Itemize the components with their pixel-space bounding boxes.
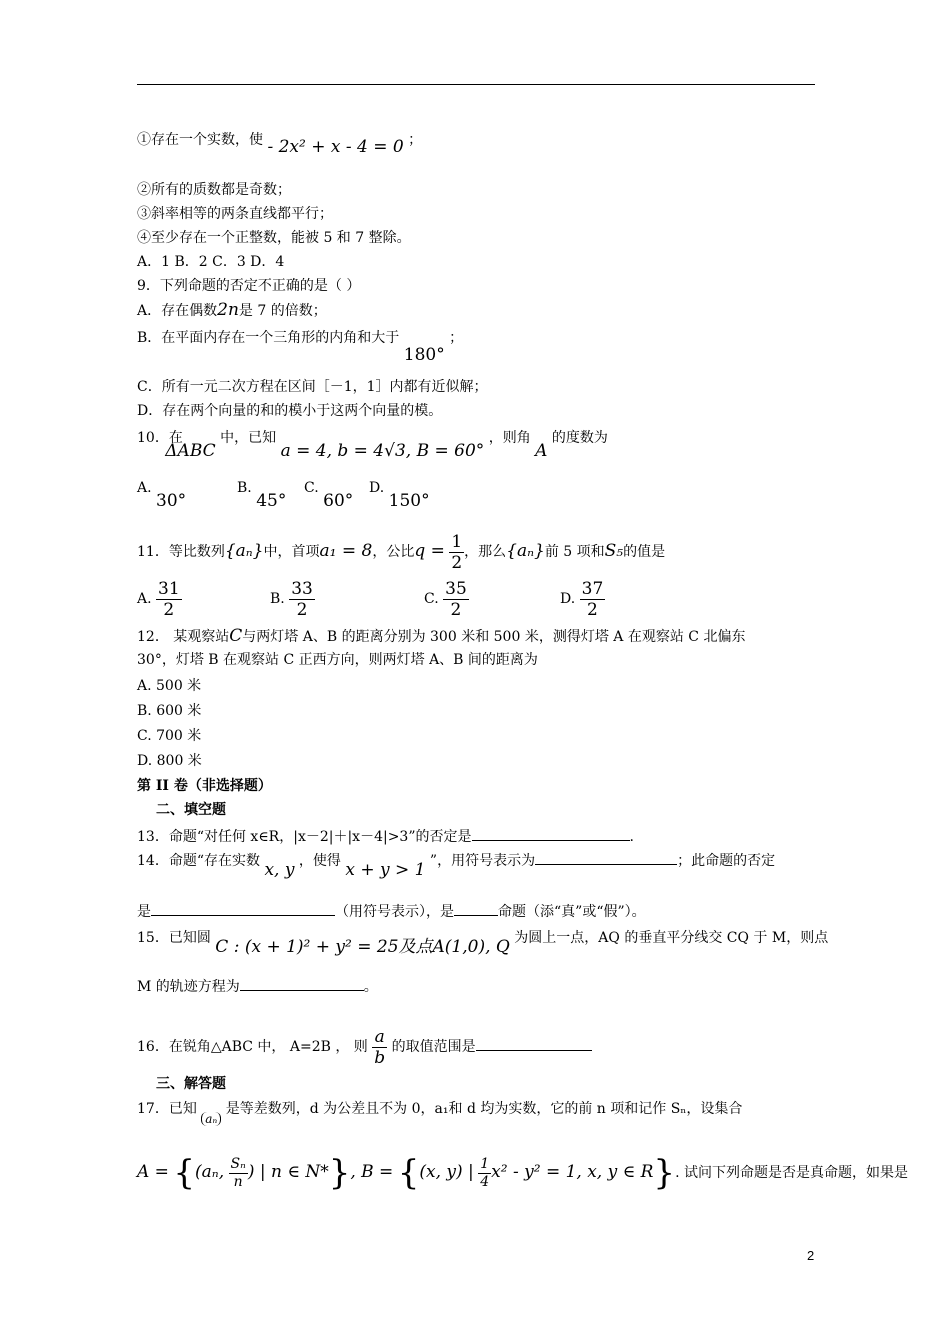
q11-stem: 11．等比数列{aₙ}中，首项a₁ = 8，公比q = $\frac{1}{2}$ ，那么{aₙ}前 5 项和S₅的值是	[137, 531, 666, 573]
q13: 13．命题“对任何 x∈R，|x－2|＋|x－4|>3”的否定是 .	[137, 826, 634, 846]
q17-sets: A = {(aₙ, $\frac{\text{Sₙ}}{n}$ ) | n ∈ N*}, B = {(x, y) | $\frac{1}{4}$ x² - y² = 1, x, y ∈ R}. 试问下列命题是否是真命题，如果是	[137, 1153, 908, 1193]
q14-line1: 14．命题“存在实数 x, y ，使得 x + y > 1 ”，用符号表示为 ；此命题的否定	[137, 850, 775, 870]
q14-line2: 是 （用符号表示），是 命题（添“真”或“假”）。	[137, 901, 646, 921]
q11-ratio-fraction: $\frac{1}{2}$	[451, 531, 463, 573]
q11-option-d: D. $\frac{37}{2}$	[560, 578, 604, 620]
item-1: ①存在一个实数，使 - 2x² + x - 4 = 0 ；	[137, 132, 423, 157]
q13-answer-blank[interactable]	[472, 826, 630, 841]
q10-stem: 10．在 ΔABC 中，已知 a = 4, b = 4√3, B = 60° ，则角 A 的度数为	[137, 430, 608, 461]
q10-option-d: D. 150°	[369, 480, 430, 511]
q12-option-a: A. 500 米	[137, 678, 202, 694]
section-2-subtitle: 二、填空题	[156, 802, 226, 818]
q14-truth-blank[interactable]	[454, 901, 498, 916]
q17-line1: 17．已知 aₙ 是等差数列，d 为公差且不为 0，a₁和 d 均为实数，它的前 n 项和记作 Sₙ，设集合	[137, 1101, 743, 1126]
q11-option-a: A. $\frac{31}{2}$	[137, 578, 180, 620]
q14-symbol-blank[interactable]	[535, 850, 677, 865]
q15-answer-blank[interactable]	[240, 976, 364, 991]
q11-option-c: C. $\frac{35}{2}$	[424, 578, 467, 620]
q12-stem-line2: 30°，灯塔 B 在观察站 C 正西方向，则两灯塔 A、B 间的距离为	[137, 652, 538, 668]
section-3-title: 三、解答题	[156, 1076, 226, 1092]
page-number: 2	[807, 1248, 815, 1263]
q9-option-c: C．所有一元二次方程在区间［－1，1］内都有近似解；	[137, 379, 488, 395]
q10-option-b: B. 45°	[237, 480, 287, 511]
q9-option-a: A．存在偶数2n是 7 的倍数；	[137, 300, 327, 320]
item-2: ②所有的质数都是奇数；	[137, 182, 291, 198]
q9-option-d: D．存在两个向量的和的模小于这两个向量的模。	[137, 403, 443, 419]
q12-option-d: D. 800 米	[137, 753, 202, 769]
q14-negation-blank[interactable]	[151, 901, 335, 916]
item-3: ③斜率相等的两条直线都平行；	[137, 206, 333, 222]
q10-option-c: C. 60°	[304, 480, 354, 511]
q12-option-b: B. 600 米	[137, 703, 202, 719]
item-4: ④至少存在一个正整数，能被 5 和 7 整除。	[137, 230, 411, 246]
q9-stem: 9．下列命题的否定不正确的是（ ）	[137, 278, 361, 294]
q15-line2: M 的轨迹方程为 。	[137, 976, 378, 996]
header-rule	[137, 84, 815, 85]
q12-stem-line1: 12． 某观察站C与两灯塔 A、B 的距离分别为 300 米和 500 米，测得灯塔 A 在观察站 C 北偏东	[137, 626, 746, 646]
q9-option-b: B．在平面内存在一个三角形的内角和大于 180° ；	[137, 330, 464, 365]
prev-options: A．1 B．2 C．3 D．4	[137, 254, 285, 270]
item-1-formula: - 2x² + x - 4 = 0	[267, 137, 404, 157]
q10-option-a: A. 30°	[137, 480, 187, 511]
q15-line1: 15．已知圆 C : (x + 1)² + y² = 25及点A(1,0), Q 为圆上一点，AQ 的垂直平分线交 CQ 于 M，则点	[137, 930, 829, 957]
q11-option-b: B. $\frac{33}{2}$	[270, 578, 313, 620]
q12-option-c: C. 700 米	[137, 728, 202, 744]
q16-answer-blank[interactable]	[476, 1036, 592, 1051]
q16-fraction: $\frac{a}{b}$	[374, 1026, 386, 1068]
section-2-title: 第 II 卷（非选择题）	[137, 778, 272, 794]
q16: 16．在锐角△ABC 中， A=2B ， 则 $\frac{a}{b}$ 的取值范围是	[137, 1026, 592, 1068]
